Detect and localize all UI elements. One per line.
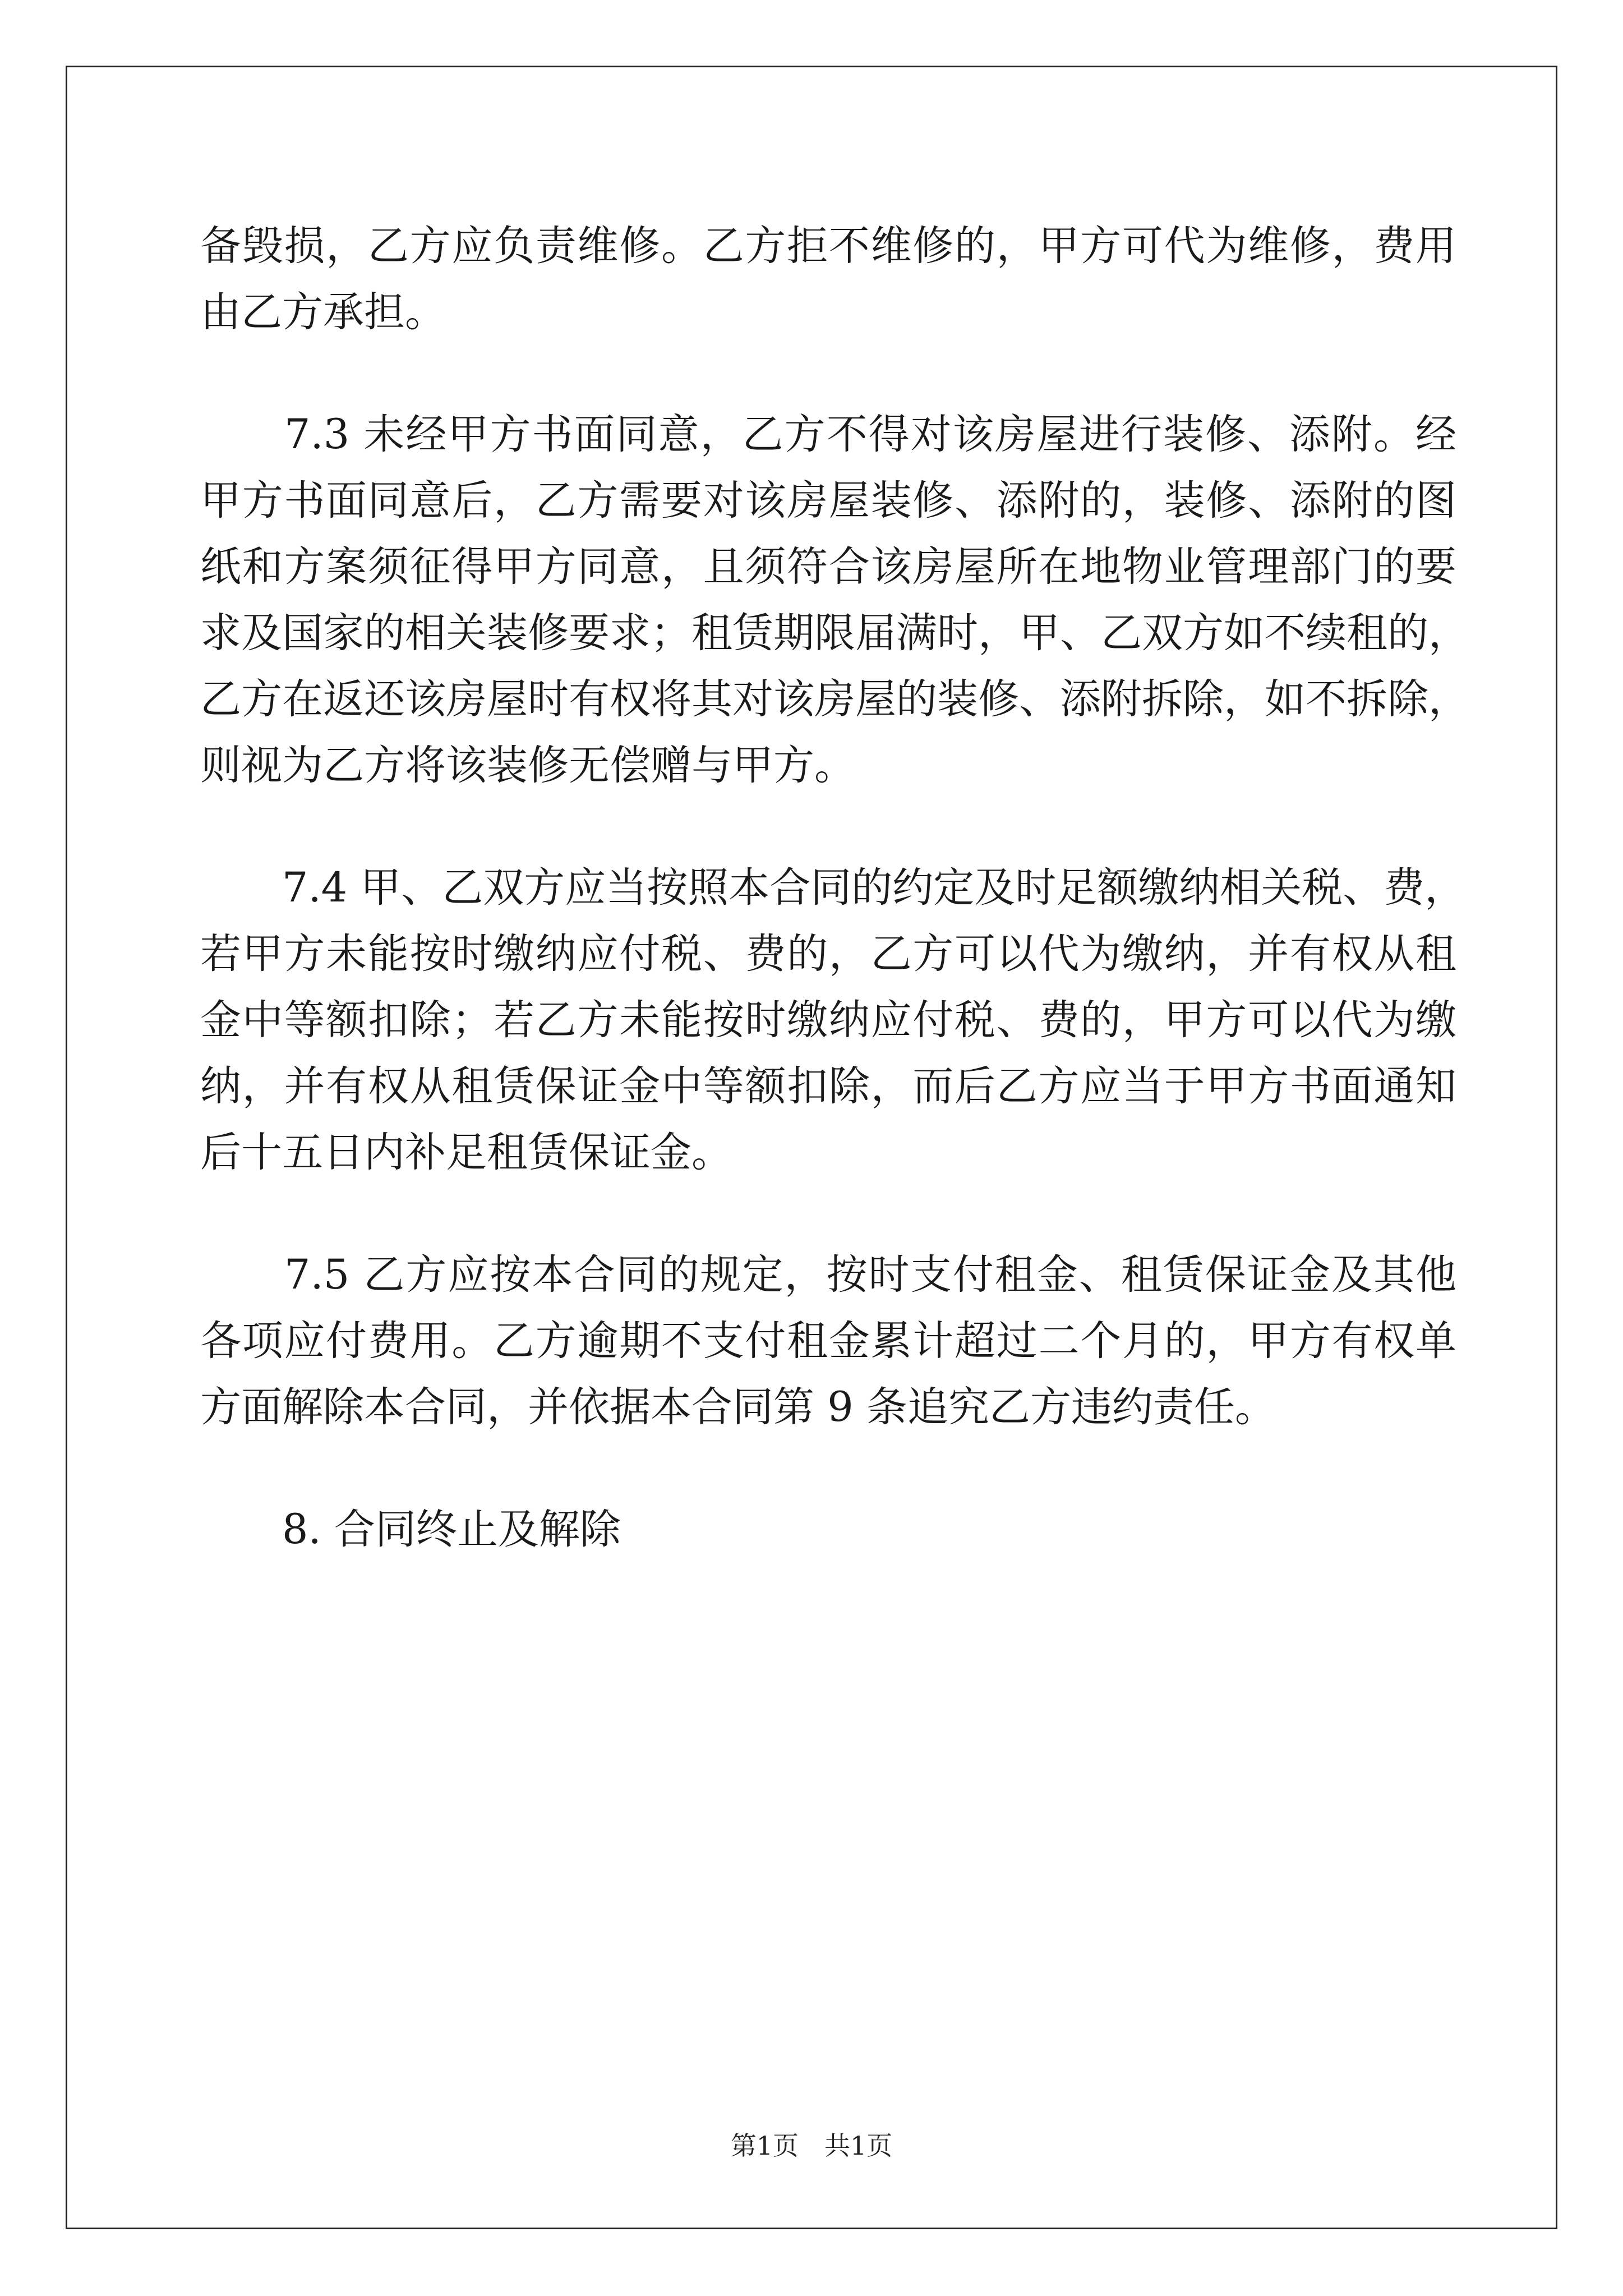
text-line: 纳，并有权从租赁保证金中等额扣除，而后乙方应当于甲方书面通知 xyxy=(200,1062,1456,1110)
text-line: 乙方在返还该房屋时有权将其对该房屋的装修、添附拆除，如不拆除， xyxy=(200,675,1469,723)
text-line: 纸和方案须征得甲方同意，且须符合该房屋所在地物业管理部门的要 xyxy=(200,543,1456,591)
text-line: 则视为乙方将该装修无偿赠与甲方。 xyxy=(200,742,855,789)
paragraph xyxy=(200,213,1456,346)
document-body xyxy=(200,213,1469,1563)
text-line: 甲方书面同意后，乙方需要对该房屋装修、添附的，装修、添附的图 xyxy=(200,477,1456,524)
page-number-footer: 第1页 共1页 xyxy=(730,2131,893,2161)
paragraph-7-4 xyxy=(200,855,1466,1186)
text-line: 7.3 未经甲方书面同意，乙方不得对该房屋进行装修、添附。经 xyxy=(200,411,1456,458)
text-line: 7.5 乙方应按本合同的规定，按时支付租金、租赁保证金及其他 xyxy=(200,1251,1456,1299)
text-line: 备毁损，乙方应负责维修。乙方拒不维修的，甲方可代为维修，费用 xyxy=(200,222,1456,270)
text-line: 金中等额扣除；若乙方未能按时缴纳应付税、费的，甲方可以代为缴 xyxy=(200,996,1456,1044)
text-line: 方面解除本合同，并依据本合同第 9 条追究乙方违约责任。 xyxy=(200,1383,1276,1431)
text-line: 各项应付费用。乙方逾期不支付租金累计超过二个月的，甲方有权单 xyxy=(200,1317,1456,1365)
section-title: 8. 合同终止及解除 xyxy=(200,1506,621,1553)
paragraph-7-5 xyxy=(200,1242,1456,1441)
text-line: 后十五日内补足租赁保证金。 xyxy=(200,1129,732,1176)
section-heading-8 xyxy=(200,1497,1456,1563)
text-line: 若甲方未能按时缴纳应付税、费的，乙方可以代为缴纳，并有权从租 xyxy=(200,930,1456,978)
text-line: 7.4 甲、乙双方应当按照本合同的约定及时足额缴纳相关税、费， xyxy=(200,864,1466,912)
text-line: 由乙方承担。 xyxy=(200,288,446,336)
paragraph-7-3 xyxy=(200,402,1469,799)
text-line: 求及国家的相关装修要求；租赁期限届满时，甲、乙双方如不续租的， xyxy=(200,609,1469,657)
